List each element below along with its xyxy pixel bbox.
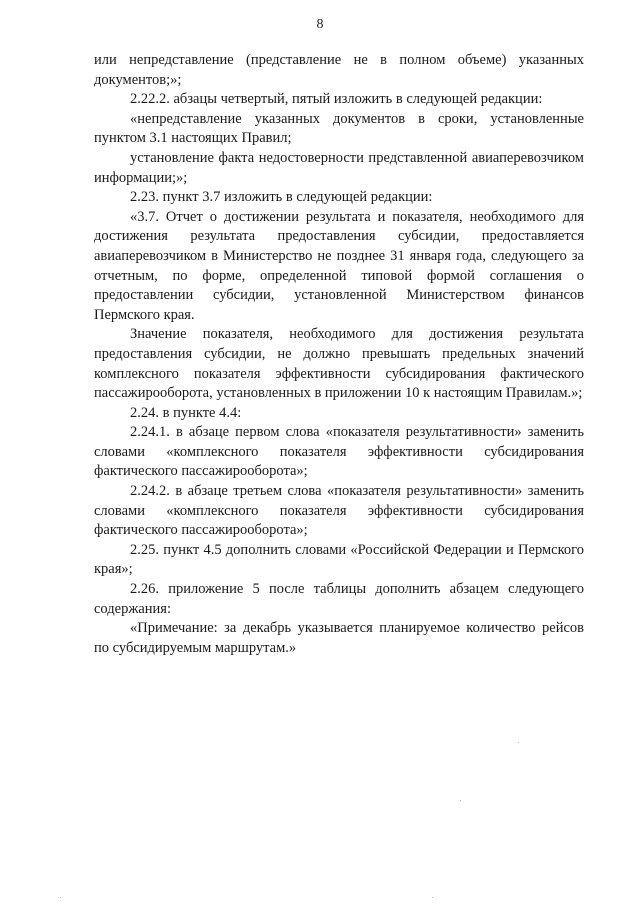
paragraph: 2.24.2. в абзаце третьем слова «показателя результативности» заменить словами «комплексного показателя эффективности субсидирования фактического пассажирооборота»; bbox=[94, 483, 584, 539]
page-number: 8 bbox=[316, 17, 324, 32]
paragraph: 2.24. в пункте 4.4: bbox=[130, 404, 242, 421]
paragraph: Значение показателя, необходимого для достижения результата предоставления субсидии, не должно превышать предельных значений комплексного показателя эффективности субсидирования фактического пассажирооборота, установленных в приложении 10 к настоящим Правилам.»; bbox=[94, 326, 584, 402]
paragraph: или непредставление (представление не в полном объеме) указанных документов;»; bbox=[94, 52, 584, 88]
scan-speck bbox=[460, 800, 461, 801]
scan-speck bbox=[518, 742, 519, 743]
paragraph: «Примечание: за декабрь указывается планируемое количество рейсов по субсидируемым маршрутам.» bbox=[94, 620, 584, 656]
paragraph: установление факта недостоверности представленной авиаперевозчиком информации;»; bbox=[94, 149, 584, 186]
paragraph: 2.26. приложение 5 после таблицы дополнить абзацем следующего содержания: bbox=[94, 581, 584, 617]
paragraph: 2.25. пункт 4.5 дополнить словами «Российской Федерации и Пермского края»; bbox=[94, 541, 584, 578]
paragraph: «непредставление указанных документов в сроки, установленные пунктом 3.1 настоящих Правил; bbox=[94, 110, 584, 147]
scan-speck bbox=[60, 897, 61, 898]
paragraph: 2.24.1. в абзаце первом слова «показателя результативности» заменить словами «комплексного показателя эффективности субсидирования фактического пассажирооборота»; bbox=[94, 424, 584, 480]
paragraph: 2.22.2. абзацы четвертый, пятый изложить в следующей редакции: bbox=[130, 91, 543, 108]
scan-speck bbox=[432, 897, 433, 898]
paragraph: 2.23. пункт 3.7 изложить в следующей редакции: bbox=[130, 189, 433, 206]
paragraph: «3.7. Отчет о достижении результата и показателя, необходимого для достижения результата предоставления субсидии, предоставляется авиаперевозчиком в Министерство не позднее 31 января года, следующего за отчетным, по форме, определенной типовой формой соглашения о предоставлении субсидии, установленной Министерством финансов Пермского края. bbox=[94, 208, 584, 323]
document-body bbox=[94, 51, 584, 658]
